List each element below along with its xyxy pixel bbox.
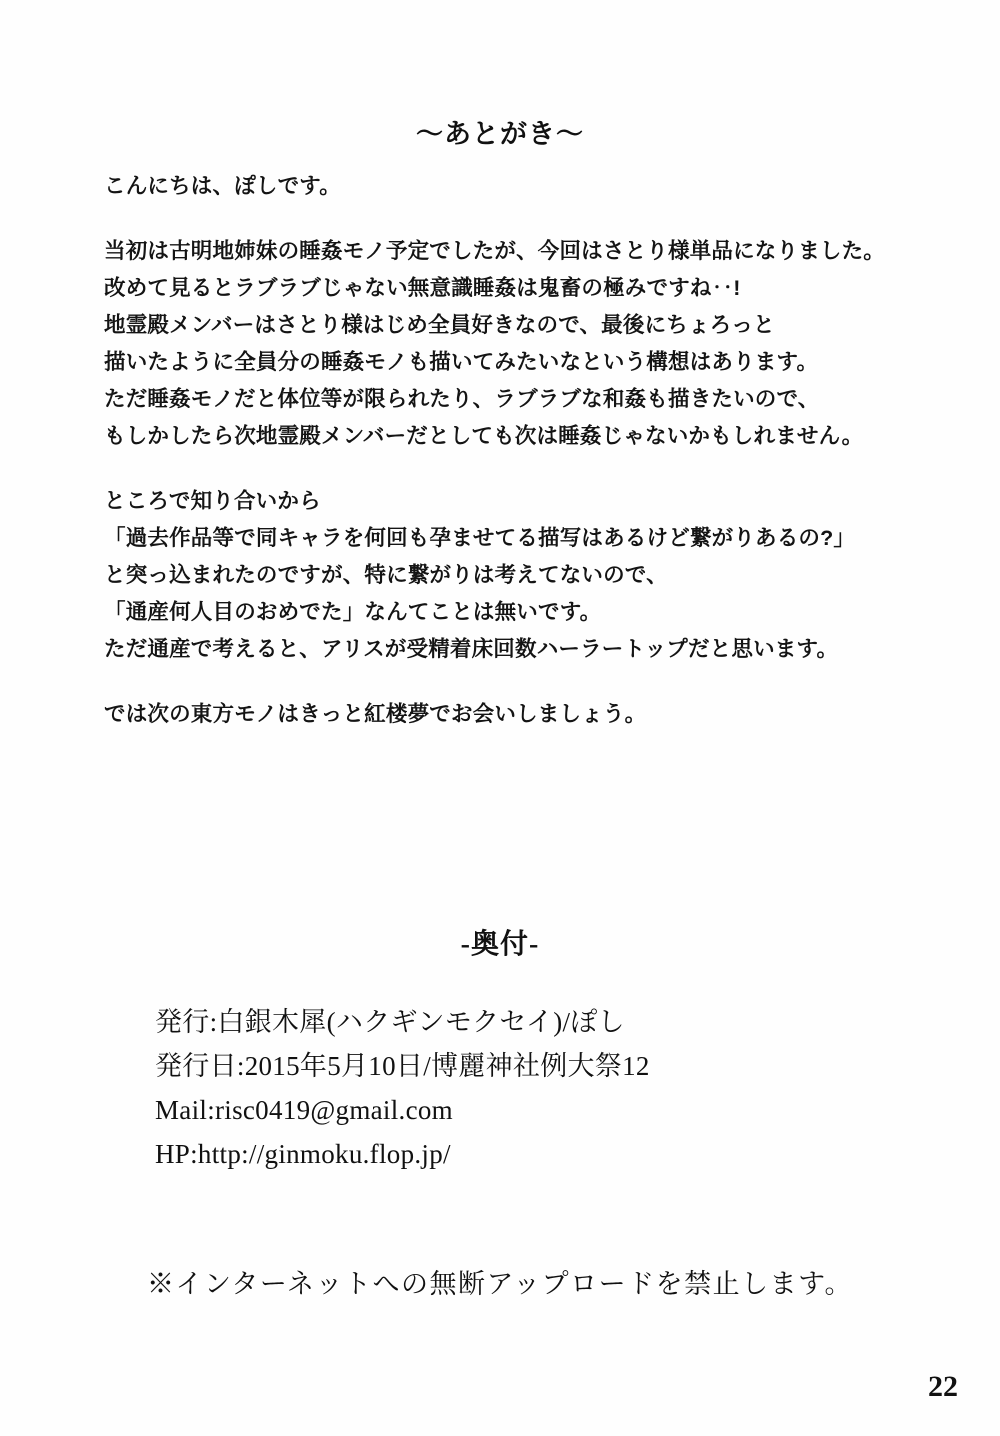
afterword-line: 改めて見るとラブラブじゃない無意識睡姦は鬼畜の極みですね‥!: [104, 276, 741, 300]
afterword-line: ところで知り合いから: [104, 489, 321, 513]
afterword-body: [104, 168, 914, 733]
afterword-line: 「通産何人目のおめでた」なんてことは無いです。: [104, 600, 602, 624]
afterword-closing: では次の東方モノはきっと紅楼夢でお会いしましょう。: [104, 702, 647, 726]
afterword-heading: 〜あとがき〜: [416, 119, 584, 149]
colophon-mail: Mail:risc0419@gmail.com: [155, 1095, 453, 1125]
upload-prohibited-notice: ※インターネットへの無断アップロードを禁止します。: [146, 1269, 854, 1299]
colophon-publisher: 発行:白銀木犀(ハクギンモクセイ)/ぽし: [155, 1007, 625, 1037]
colophon-date: 発行日:2015年5月10日/博麗神社例大祭12: [155, 1051, 650, 1081]
afterword-line: もしかしたら次地霊殿メンバーだとしても次は睡姦じゃないかもしれません。: [104, 424, 864, 448]
afterword-line: 地霊殿メンバーはさとり様はじめ全員好きなので、最後にちょろっと: [104, 313, 775, 337]
colophon-homepage: HP:http://ginmoku.flop.jp/: [155, 1139, 451, 1169]
colophon-heading: -奥付-: [460, 929, 540, 960]
afterword-line: ただ通産で考えると、アリスが受精着床回数ハーラートップだと思います。: [104, 637, 839, 661]
paragraph-spacer: [104, 455, 914, 483]
afterword-greeting: こんにちは、ぽしです。: [104, 174, 341, 198]
afterword-line: ただ睡姦モノだと体位等が限られたり、ラブラブな和姦も描きたいので、: [104, 387, 820, 411]
paragraph-spacer: [104, 205, 914, 233]
afterword-line: 「過去作品等で同キャラを何回も孕ませてる描写はあるけど繋がりあるの?」: [104, 526, 856, 550]
afterword-line: と突っ込まれたのですが、特に繋がりは考えてないので、: [104, 563, 668, 587]
colophon-list: [155, 1000, 650, 1176]
page-number: 22: [928, 1370, 958, 1403]
afterword-line: 描いたように全員分の睡姦モノも描いてみたいなという構想はあります。: [104, 350, 819, 374]
paragraph-spacer: [104, 668, 914, 696]
afterword-line: 当初は古明地姉妹の睡姦モノ予定でしたが、今回はさとり様単品になりました。: [104, 239, 885, 263]
